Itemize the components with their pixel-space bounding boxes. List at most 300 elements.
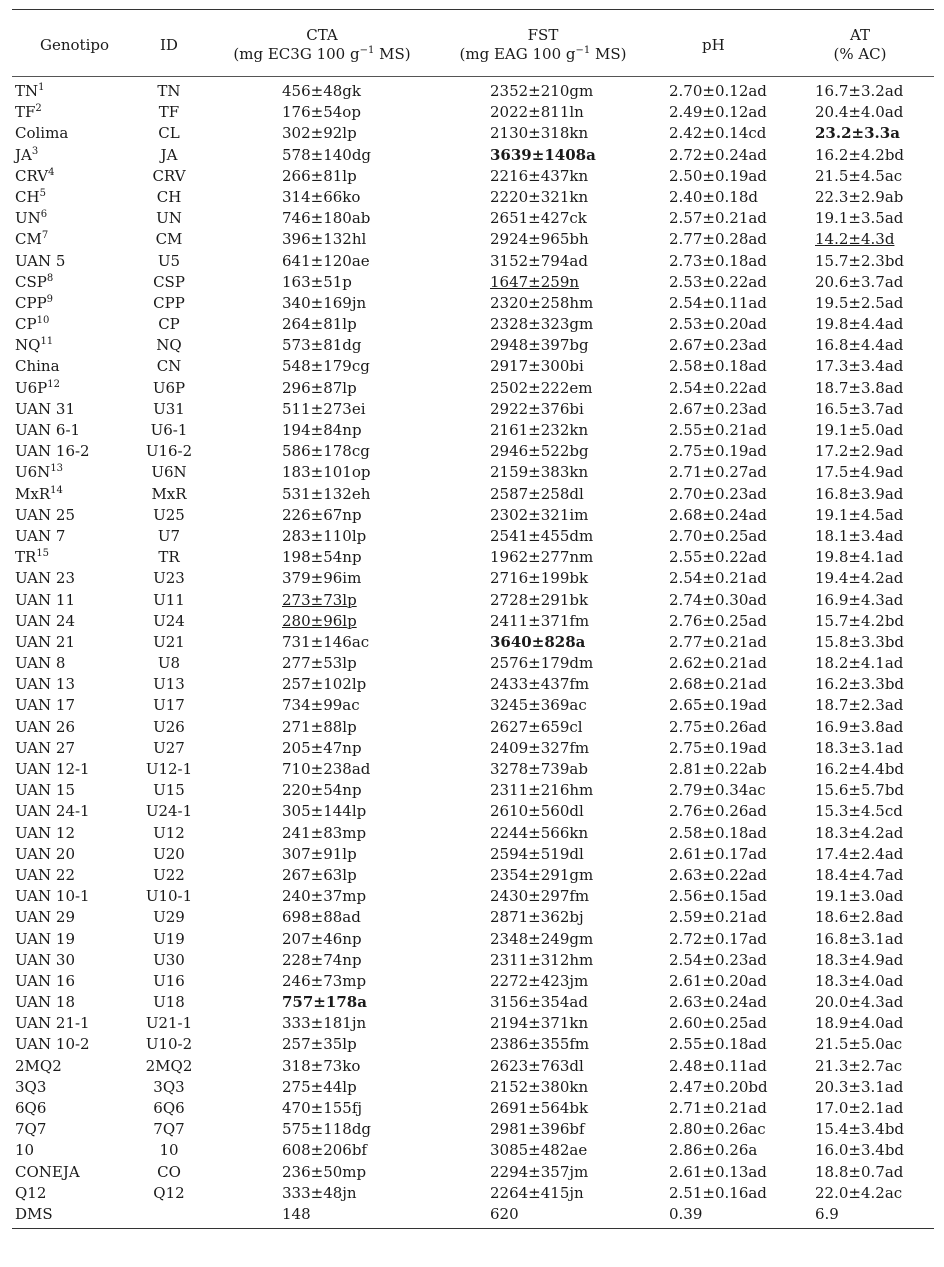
cell-at: 16.9±4.3ad [815,590,904,609]
cell-fst: 2152±380kn [490,1077,589,1096]
cell-id: U29 [153,908,185,927]
cell-genotipo [15,462,63,483]
cell-fst: 2917±300bi [490,357,584,376]
cell-id: CPP [153,293,185,312]
cell-at: 16.2±4.2bd [815,145,905,164]
table-row [12,123,934,144]
cell-fst: 2302±321im [490,505,589,524]
cell-at: 22.3±2.9ab [815,187,904,206]
header-at-title: AT [849,26,871,44]
cell-id: MxR [151,484,187,503]
cell-cta: 148 [282,1204,311,1223]
cell-ph: 2.47±0.20bd [669,1077,768,1096]
cell-genotipo [15,208,47,229]
cell-genotipo-footnote: 13 [50,463,64,475]
cell-genotipo [15,293,53,314]
cell-genotipo [15,272,53,293]
cell-id: 7Q7 [153,1120,185,1139]
cell-fst: 2354±291gm [490,865,594,884]
table-row [12,1056,934,1077]
cell-at: 18.2±4.1ad [815,654,904,673]
table-row [12,229,934,250]
cell-at: 19.1±5.0ad [815,421,904,439]
cell-genotipo-text: 2MQ2 [15,1056,62,1075]
cell-cta: 236±50mp [282,1162,367,1181]
cell-at: 15.6±5.7bd [815,781,905,800]
header-row [12,10,934,76]
cell-id: U24-1 [145,802,193,821]
cell-id: U10-1 [145,887,193,906]
cell-id: U31 [153,399,185,418]
cell-cta: 573±81dg [282,336,362,355]
cell-id: U7 [157,526,181,545]
cell-cta: 548±179cg [282,357,370,376]
cell-genotipo-text: China [15,357,60,376]
cell-genotipo [15,1119,46,1140]
cell-genotipo [15,823,75,844]
cell-genotipo-text: UAN 16-2 [15,442,90,461]
cell-genotipo [15,1162,80,1183]
cell-at: 18.6±2.8ad [815,908,904,927]
cell-at: 17.4±2.4ad [815,844,904,863]
table-body [12,77,934,1225]
cell-genotipo [15,1204,53,1225]
cell-at: 18.9±4.0ad [815,1014,904,1033]
cell-genotipo-text: UAN 21 [15,632,75,651]
table-row [12,378,934,399]
table-row [12,801,934,822]
table-row [12,462,934,483]
cell-genotipo-footnote: 6 [40,209,48,221]
cell-genotipo-text: UAN 8 [15,654,66,673]
cell-ph: 2.56±0.15ad [669,887,767,906]
cell-ph: 2.76±0.26ad [669,802,767,821]
cell-fst: 2244±566kn [490,823,589,842]
table-container [12,9,934,1229]
cell-ph: 2.54±0.23ad [669,950,767,969]
cell-cta: 176±54op [282,103,361,122]
cell-at: 18.4±4.7ad [815,865,904,884]
cell-cta: 302±92lp [282,124,357,143]
cell-ph: 2.61±0.20ad [669,971,767,990]
cell-id: CH [156,187,182,206]
cell-id: U21 [153,632,185,651]
cell-at: 21.5±4.5ac [815,166,903,185]
cell-genotipo-text: CONEJA [15,1162,80,1181]
cell-cta: 641±120ae [282,251,370,270]
cell-ph: 2.72±0.17ad [669,929,767,948]
header-genotipo: Genotipo [40,36,110,54]
cell-genotipo-text: UAN 17 [15,696,75,715]
cell-id: U8 [157,654,181,673]
cell-at: 16.5±3.7ad [815,399,904,418]
cell-genotipo [15,123,68,144]
cell-fst: 2294±357jm [490,1162,589,1181]
cell-genotipo [15,801,90,822]
cell-fst: 2264±415jn [490,1183,584,1202]
cell-genotipo [15,166,54,187]
table-row [12,1098,934,1119]
cell-id: TF [158,103,180,122]
cell-genotipo-text: 6Q6 [15,1099,47,1117]
table-row [12,187,934,208]
cell-genotipo-text: Q12 [15,1183,47,1202]
cell-at: 17.3±3.4ad [815,357,904,376]
cell-genotipo-footnote: 12 [47,378,61,390]
table-row [12,526,934,547]
cell-genotipo-text: UAN 12-1 [15,760,90,778]
cell-genotipo-text: UAN 7 [15,526,66,545]
cell-fst: 2576±179dm [490,654,594,673]
cell-genotipo [15,865,75,886]
cell-cta: 698±88ad [282,908,361,927]
cell-genotipo-text: DMS [15,1204,53,1223]
cell-at: 16.9±3.8ad [815,717,904,736]
cell-fst: 2352±210gm [490,82,594,100]
cell-fst: 2924±965bh [490,230,589,249]
cell-fst: 3152±794ad [490,251,588,270]
cell-fst: 2220±321kn [490,187,589,206]
table-row [12,1204,934,1225]
cell-ph: 2.51±0.16ad [669,1183,767,1202]
cell-fst: 2691±564bk [490,1099,589,1117]
cell-cta: 220±54np [282,781,362,800]
cell-ph: 2.75±0.19ad [669,738,767,757]
cell-cta: 511±273ei [282,399,366,418]
table-row [12,717,934,738]
cell-at: 18.7±3.8ad [815,378,904,397]
cell-at: 18.3±4.9ad [815,950,904,969]
cell-cta: 757±178a [282,993,367,1012]
cell-fst: 1647±259n [490,272,580,291]
table-row [12,208,934,229]
cell-fst: 2409±327fm [490,738,590,757]
table-row [12,611,934,632]
cell-fst: 2430±297fm [490,887,590,906]
cell-cta: 608±206bf [282,1141,367,1160]
cell-ph: 2.81±0.22ab [669,760,767,778]
cell-fst: 2541±455dm [490,526,594,545]
cell-genotipo [15,992,75,1013]
cell-genotipo-footnote: 7 [41,230,49,242]
cell-genotipo [15,420,80,441]
cell-ph: 2.74±0.30ad [669,590,767,609]
header-cta [222,26,422,64]
cell-ph: 2.54±0.11ad [669,293,767,312]
cell-id: U6-1 [150,421,188,439]
cell-cta: 734±99ac [282,696,360,715]
cell-fst: 2320±258hm [490,293,594,312]
cell-genotipo-text: CH [15,187,40,206]
cell-genotipo-text: UAN 6-1 [15,421,81,439]
cell-ph: 2.72±0.24ad [669,145,767,164]
cell-genotipo-text: UAN 21-1 [15,1014,90,1033]
table-row [12,738,934,759]
cell-id: 2MQ2 [145,1056,193,1075]
cell-id: CO [157,1162,181,1181]
cell-genotipo-text: Colima [15,124,69,143]
cell-genotipo [15,187,46,208]
table-row [12,865,934,886]
table-row [12,907,934,928]
cell-genotipo-text: 3Q3 [15,1077,47,1096]
cell-id: U19 [153,929,185,948]
cell-ph: 2.53±0.20ad [669,315,767,334]
cell-cta: 267±63lp [282,865,357,884]
cell-ph: 2.79±0.34ac [669,781,766,800]
table-row [12,441,934,462]
cell-id: U22 [153,865,185,884]
cell-cta: 228±74np [282,950,362,969]
cell-genotipo-text: UAN 22 [15,865,75,884]
cell-cta: 198±54np [282,548,362,567]
table-row [12,251,934,272]
cell-genotipo-text: UAN 24-1 [15,802,90,821]
cell-genotipo-text: UAN 29 [15,908,75,927]
cell-at: 19.8±4.4ad [815,315,904,334]
cell-genotipo-text: UAN 25 [15,505,75,524]
cell-fst: 2348±249gm [490,929,594,948]
cell-id: U17 [153,696,185,715]
cell-fst: 2272±423jm [490,971,589,990]
cell-ph: 2.58±0.18ad [669,357,767,376]
cell-at: 21.3±2.7ac [815,1056,903,1075]
cell-cta: 257±35lp [282,1035,357,1054]
cell-genotipo [15,81,45,102]
cell-genotipo-footnote: 8 [46,272,54,284]
cell-ph: 2.54±0.21ad [669,569,767,588]
cell-id: TN [157,82,181,100]
cell-genotipo-text: NQ [15,336,41,355]
cell-fst: 2194±371kn [490,1014,589,1033]
cell-genotipo [15,547,49,568]
cell-fst: 2627±659cl [490,717,583,736]
cell-genotipo-footnote: 11 [40,336,54,348]
cell-at: 16.2±3.3bd [815,675,905,694]
cell-at: 15.7±4.2bd [815,611,905,630]
cell-id: U23 [153,569,185,588]
cell-genotipo-text: TN [15,82,39,100]
cell-fst: 2651±427ck [490,209,587,228]
header-at-unit: (% AC) [833,45,887,63]
cell-at: 17.2±2.9ad [815,442,904,461]
cell-genotipo [15,1034,90,1055]
table-row [12,971,934,992]
table-row [12,1013,934,1034]
cell-cta: 710±238ad [282,760,371,778]
header-fst [443,26,643,64]
cell-id: UN [156,209,182,228]
cell-genotipo-text: UAN 16 [15,971,75,990]
cell-fst: 3156±354ad [490,993,588,1012]
cell-fst: 2728±291bk [490,590,589,609]
table-row [12,950,934,971]
cell-genotipo [15,568,75,589]
cell-at: 17.5±4.9ad [815,463,904,482]
table-row [12,1034,934,1055]
cell-genotipo-footnote: 2 [35,103,42,115]
cell-id: U12-1 [145,760,193,778]
cell-at: 18.3±3.1ad [815,738,904,757]
cell-ph: 2.59±0.21ad [669,908,767,927]
cell-at: 15.4±3.4bd [815,1120,905,1139]
cell-id: U11 [153,590,185,609]
cell-at: 16.8±3.9ad [815,484,904,503]
cell-fst: 2159±383kn [490,463,589,482]
cell-genotipo [15,717,75,738]
cell-cta: 266±81lp [282,166,357,185]
cell-genotipo-text: UAN 31 [15,399,75,418]
cell-ph: 2.77±0.21ad [669,632,767,651]
table-row [12,780,934,801]
cell-fst: 2981±396bf [490,1120,585,1139]
cell-at: 18.7±2.3ad [815,696,904,715]
cell-genotipo-footnote: 15 [36,548,50,560]
cell-at: 16.8±3.1ad [815,929,904,948]
cell-cta: 305±144lp [282,802,367,821]
cell-fst: 2948±397bg [490,336,589,355]
cell-id: Q12 [153,1183,185,1202]
table-row [12,992,934,1013]
cell-fst: 2130±318kn [490,124,589,143]
cell-cta: 314±66ko [282,187,361,206]
cell-cta: 578±140dg [282,145,372,164]
cell-at: 6.9 [815,1204,839,1223]
cell-fst: 2161±232kn [490,421,589,439]
cell-id: U13 [153,675,185,694]
cell-ph: 2.54±0.22ad [669,378,767,397]
cell-fst: 2411±371fm [490,611,590,630]
cell-id: U16-2 [145,442,193,461]
cell-genotipo [15,780,75,801]
cell-genotipo [15,378,60,399]
cell-ph: 2.60±0.25ad [669,1014,767,1033]
cell-cta: 194±84np [282,421,362,439]
cell-fst: 620 [490,1204,519,1223]
header-fst-unit: (mg EAG 100 $g^{-1}$ MS) [459,45,627,63]
cell-genotipo-text: U6P [15,378,48,397]
cell-cta: 280±96lp [282,611,357,630]
cell-ph: 2.70±0.25ad [669,526,767,545]
cell-id: 6Q6 [153,1099,185,1117]
cell-id: U5 [157,251,181,270]
table-row [12,272,934,293]
cell-cta: 275±44lp [282,1077,357,1096]
cell-genotipo-text: UAN 10-2 [15,1035,90,1054]
cell-genotipo [15,335,53,356]
cell-fst: 3639±1408a [490,145,596,164]
cell-genotipo-footnote: 3 [31,145,39,157]
table-row [12,674,934,695]
table-row [12,420,934,441]
header-fst-title: FST [527,26,559,44]
cell-id: U15 [153,781,185,800]
cell-id: U26 [153,717,185,736]
cell-genotipo-footnote: 5 [39,187,46,199]
cell-genotipo [15,653,65,674]
table-row [12,399,934,420]
cell-genotipo-text: 7Q7 [15,1120,47,1139]
table-row [12,505,934,526]
cell-ph: 2.55±0.21ad [669,421,767,439]
cell-at: 20.0±4.3ad [815,993,904,1012]
cell-fst: 2922±376bi [490,399,584,418]
cell-id: U10-2 [145,1035,193,1054]
table-row [12,695,934,716]
table-row [12,484,934,505]
cell-fst: 3085±482ae [490,1141,588,1160]
cell-genotipo-text: TR [15,548,37,567]
cell-genotipo-text: CP [15,315,37,334]
cell-genotipo [15,907,75,928]
cell-id: CSP [153,272,185,291]
cell-genotipo [15,971,75,992]
cell-at: 14.2±4.3d [815,230,895,249]
cell-at: 21.5±5.0ac [815,1035,903,1054]
cell-cta: 470±155fj [282,1099,363,1117]
cell-cta: 240±37mp [282,887,367,906]
cell-ph: 2.77±0.28ad [669,230,767,249]
cell-id: U12 [153,823,185,842]
cell-fst: 3640±828a [490,632,586,651]
cell-genotipo [15,695,75,716]
cell-genotipo-footnote: 1 [38,82,45,93]
cell-genotipo-text: UAN 18 [15,993,75,1012]
cell-genotipo [15,632,75,653]
cell-at: 23.2±3.3a [815,124,900,143]
cell-fst: 2946±522bg [490,442,589,461]
cell-id: TR [158,548,180,567]
cell-ph: 2.50±0.19ad [669,166,767,185]
cell-id: CRV [152,166,186,185]
cell-ph: 2.70±0.23ad [669,484,767,503]
cell-id: CM [155,230,183,249]
cell-at: 16.0±3.4bd [815,1141,905,1160]
cell-ph: 2.63±0.22ad [669,865,767,884]
cell-cta: 264±81lp [282,315,357,334]
cell-genotipo [15,1013,90,1034]
cell-id: U16 [153,971,185,990]
cell-id: U30 [153,950,185,969]
cell-genotipo-text: UAN 19 [15,929,75,948]
cell-ph: 2.61±0.17ad [669,844,767,863]
cell-genotipo [15,590,75,611]
cell-genotipo-footnote: 14 [50,484,63,496]
cell-at: 16.2±4.4bd [815,760,905,778]
cell-cta: 207±46np [282,929,362,948]
cell-ph: 2.42±0.14cd [669,124,767,143]
cell-fst: 2328±323gm [490,315,594,334]
table-row [12,929,934,950]
cell-id: U24 [153,611,185,630]
cell-fst: 2311±216hm [490,781,594,800]
cell-id: NQ [156,336,182,355]
cell-fst: 2623±763dl [490,1056,584,1075]
cell-ph: 2.70±0.12ad [669,82,767,100]
cell-ph: 2.68±0.24ad [669,505,767,524]
cell-genotipo-text: UAN 23 [15,569,75,588]
table-row [12,145,934,166]
cell-fst: 2386±355fm [490,1035,590,1054]
cell-fst: 2871±362bj [490,908,584,927]
cell-ph: 2.76±0.25ad [669,611,767,630]
cell-ph: 2.65±0.19ad [669,696,767,715]
table-row [12,547,934,568]
cell-cta: 257±102lp [282,675,367,694]
cell-cta: 333±181jn [282,1014,367,1033]
cell-genotipo [15,929,75,950]
cell-ph: 2.55±0.22ad [669,548,767,567]
